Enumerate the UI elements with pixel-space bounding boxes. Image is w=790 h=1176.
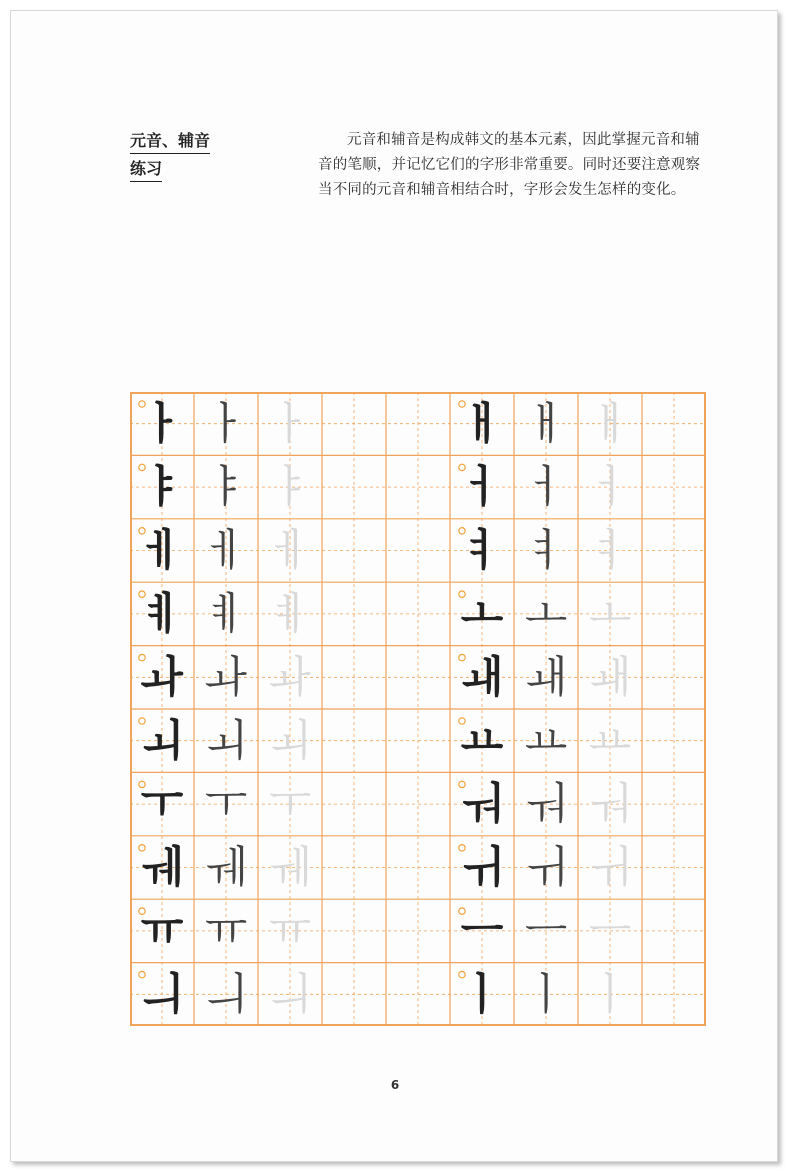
trace-character: ㅓ xyxy=(588,461,632,513)
trace-character: ㅏ xyxy=(268,398,312,450)
copy-character: ㅑ xyxy=(204,461,248,513)
model-character: ㅓ xyxy=(460,461,504,513)
copy-character: ㅘ xyxy=(204,651,248,703)
model-character: ㅕ xyxy=(460,525,504,577)
trace-character: ㅑ xyxy=(268,461,312,513)
model-character: ㅣ xyxy=(460,968,504,1020)
trace-character: ㅕ xyxy=(588,525,632,577)
practice-grid-svg xyxy=(130,392,706,1026)
model-character: ㅛ xyxy=(460,715,504,767)
intro-paragraph: 元音和辅音是构成韩文的基本元素，因此掌握元音和辅音的笔顺，并记忆它们的字形非常重要。同时还要注意观察当不同的元音和辅音相结合时，字形会发生怎样的变化。 xyxy=(318,132,701,198)
model-character: ㅚ xyxy=(140,715,184,767)
trace-character: ㅣ xyxy=(588,968,632,1020)
copy-character: ㅖ xyxy=(204,588,248,640)
copy-character: ㅓ xyxy=(524,461,568,513)
model-character: ㅟ xyxy=(460,842,504,894)
trace-character: ㅞ xyxy=(268,842,312,894)
model-character: ㅡ xyxy=(460,905,504,957)
copy-character: ㅏ xyxy=(204,398,248,450)
model-character: ㅙ xyxy=(460,651,504,703)
model-character: ㅝ xyxy=(460,778,504,830)
model-character: ㅑ xyxy=(140,461,184,513)
copy-character: ㅢ xyxy=(204,968,248,1020)
trace-character: ㅐ xyxy=(588,398,632,450)
practice-grid xyxy=(130,392,706,1026)
section-title-line2: 练习 xyxy=(130,156,162,182)
copy-character: ㅝ xyxy=(524,778,568,830)
trace-character: ㅗ xyxy=(588,588,632,640)
model-character: ㅏ xyxy=(140,398,184,450)
trace-character: ㅔ xyxy=(268,525,312,577)
copy-character: ㅜ xyxy=(204,778,248,830)
model-character: ㅗ xyxy=(460,588,504,640)
model-character: ㅠ xyxy=(140,905,184,957)
copy-character: ㅠ xyxy=(204,905,248,957)
trace-character: ㅖ xyxy=(268,588,312,640)
model-character: ㅘ xyxy=(140,651,184,703)
trace-character: ㅠ xyxy=(268,905,312,957)
trace-character: ㅢ xyxy=(268,968,312,1020)
trace-character: ㅚ xyxy=(268,715,312,767)
copy-character: ㅣ xyxy=(524,968,568,1020)
section-title-line1: 元音、辅音 xyxy=(130,128,210,154)
copy-character: ㅞ xyxy=(204,842,248,894)
copy-character: ㅟ xyxy=(524,842,568,894)
copy-character: ㅐ xyxy=(524,398,568,450)
model-character: ㅔ xyxy=(140,525,184,577)
page-number: 6 xyxy=(390,1078,400,1092)
model-character: ㅖ xyxy=(140,588,184,640)
model-character: ㅜ xyxy=(140,778,184,830)
model-character: ㅢ xyxy=(140,968,184,1020)
model-character: ㅞ xyxy=(140,842,184,894)
trace-character: ㅛ xyxy=(588,715,632,767)
copy-character: ㅕ xyxy=(524,525,568,577)
trace-character: ㅜ xyxy=(268,778,312,830)
copy-character: ㅔ xyxy=(204,525,248,577)
copy-character: ㅚ xyxy=(204,715,248,767)
trace-character: ㅙ xyxy=(588,651,632,703)
copy-character: ㅡ xyxy=(524,905,568,957)
model-character: ㅐ xyxy=(460,398,504,450)
trace-character: ㅡ xyxy=(588,905,632,957)
copy-character: ㅛ xyxy=(524,715,568,767)
copy-character: ㅗ xyxy=(524,588,568,640)
trace-character: ㅘ xyxy=(268,651,312,703)
copy-character: ㅙ xyxy=(524,651,568,703)
trace-character: ㅝ xyxy=(588,778,632,830)
trace-character: ㅟ xyxy=(588,842,632,894)
